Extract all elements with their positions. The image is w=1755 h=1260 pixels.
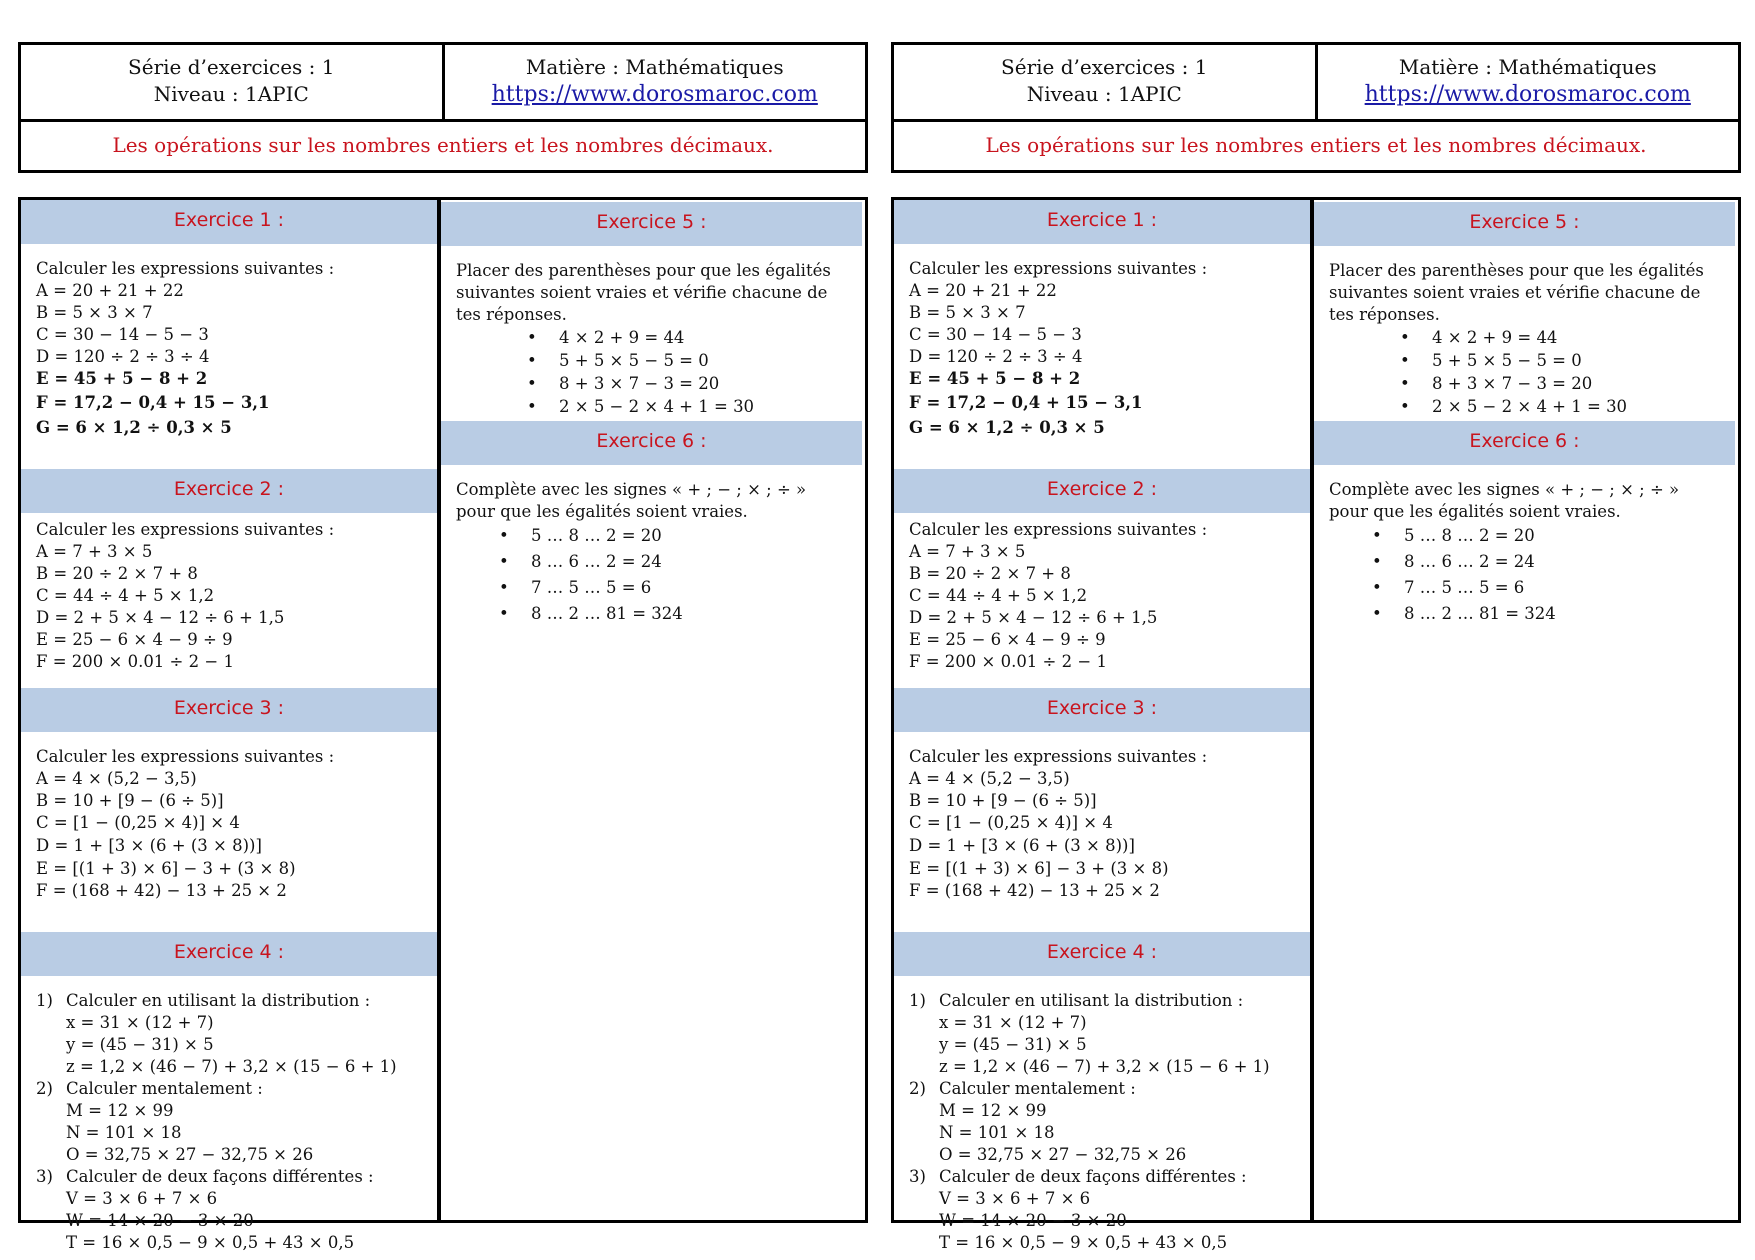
expression-f: F = 17,2 − 0,4 + 15 − 3,1 xyxy=(36,393,270,412)
expression-b: B = 10 + [9 − (6 ÷ 5)] xyxy=(909,791,1097,810)
expression-a: A = 4 × (5,2 − 3,5) xyxy=(36,769,197,788)
expression-d: D = 1 + [3 × (6 + (3 × 8))] xyxy=(909,836,1135,855)
header-subject-cell xyxy=(1318,45,1739,119)
exercise-2-body xyxy=(21,513,437,688)
expression-f: F = 17,2 − 0,4 + 15 − 3,1 xyxy=(909,393,1143,412)
header-info-cell xyxy=(21,45,445,119)
expression-f: F = 200 × 0.01 ÷ 2 − 1 xyxy=(36,652,234,671)
expression-o: O = 32,75 × 27 − 32,75 × 26 xyxy=(66,1145,314,1164)
question-2-number: 2) xyxy=(36,1079,53,1098)
header-info-cell xyxy=(894,45,1318,119)
exercise-3-intro: Calculer les expressions suivantes : xyxy=(909,747,1208,766)
exercise-2-heading: Exercice 2 : xyxy=(21,469,437,513)
exercise-1-intro: Calculer les expressions suivantes : xyxy=(36,259,335,278)
expression-y: y = (45 − 31) × 5 xyxy=(939,1035,1087,1054)
expression-a: A = 7 + 3 × 5 xyxy=(909,542,1026,561)
expression-t: T = 16 × 0,5 − 9 × 0,5 + 43 × 0,5 xyxy=(66,1233,355,1252)
question-3-number: 3) xyxy=(36,1167,53,1186)
question-1 xyxy=(36,990,425,1012)
expression-a: A = 20 + 21 + 22 xyxy=(36,281,184,300)
exercise-3-heading: Exercice 3 : xyxy=(21,688,437,732)
exercise-5-body xyxy=(1314,246,1735,421)
exercise-6-intro: Complète avec les signes « + ; − ; × ; ÷ » pour que les égalités soient vraies. xyxy=(456,480,807,521)
exercise-5-list xyxy=(1329,326,1721,418)
niveau-label: Niveau : 1APIC xyxy=(1026,82,1182,106)
list-item: • 8 … 6 … 2 = 24 xyxy=(1404,549,1721,575)
list-item: • 5 … 8 … 2 = 20 xyxy=(1404,523,1721,549)
question-3 xyxy=(36,1166,425,1188)
exercise-4-heading: Exercice 4 : xyxy=(21,932,437,976)
expression-f: F = 200 × 0.01 ÷ 2 − 1 xyxy=(909,652,1107,671)
expression-e: E = 45 + 5 − 8 + 2 xyxy=(909,369,1081,388)
question-1-label: Calculer en utilisant la distribution : xyxy=(66,991,371,1010)
expression-e: E = 45 + 5 − 8 + 2 xyxy=(36,369,208,388)
expression-e: E = [(1 + 3) × 6] − 3 + (3 × 8) xyxy=(36,859,296,878)
question-1-number: 1) xyxy=(36,991,53,1010)
expression-e: E = 25 − 6 × 4 − 9 ÷ 9 xyxy=(36,630,233,649)
list-item: • 4 × 2 + 9 = 44 xyxy=(559,326,848,349)
exercise-5-list xyxy=(456,326,848,418)
expression-y: y = (45 − 31) × 5 xyxy=(66,1035,214,1054)
exercise-1-intro: Calculer les expressions suivantes : xyxy=(909,259,1208,278)
list-item: • 8 … 2 … 81 = 324 xyxy=(1404,601,1721,627)
question-3-number: 3) xyxy=(909,1167,926,1186)
exercise-1-body xyxy=(894,244,1310,469)
expression-b: B = 20 ÷ 2 × 7 + 8 xyxy=(909,564,1071,583)
exercise-3-body xyxy=(894,732,1310,932)
expression-w: W = 14 × 20 − 3 × 20 xyxy=(939,1211,1127,1230)
expression-d: D = 1 + [3 × (6 + (3 × 8))] xyxy=(36,836,262,855)
exercise-3-body xyxy=(21,732,437,932)
question-2-label: Calculer mentalement : xyxy=(939,1079,1136,1098)
header-top-row xyxy=(894,45,1738,122)
expression-x: x = 31 × (12 + 7) xyxy=(939,1013,1087,1032)
exercise-3-intro: Calculer les expressions suivantes : xyxy=(36,747,335,766)
exercise-6-body xyxy=(1314,465,1735,633)
serie-label: Série d’exercices : 1 xyxy=(128,55,335,79)
expression-d: D = 120 ÷ 2 ÷ 3 ÷ 4 xyxy=(36,347,210,366)
header-top-row xyxy=(21,45,865,122)
exercise-2-intro: Calculer les expressions suivantes : xyxy=(909,520,1208,539)
exercise-2-intro: Calculer les expressions suivantes : xyxy=(36,520,335,539)
expression-b: B = 20 ÷ 2 × 7 + 8 xyxy=(36,564,198,583)
list-item: • 2 × 5 − 2 × 4 + 1 = 30 xyxy=(1432,395,1721,418)
list-item: • 7 … 5 … 5 = 6 xyxy=(531,575,848,601)
matiere-label: Matière : Mathématiques xyxy=(1398,55,1657,79)
exercise-2-body xyxy=(894,513,1310,688)
list-item: • 5 + 5 × 5 − 5 = 0 xyxy=(1432,349,1721,372)
worksheet-left xyxy=(18,42,868,1252)
expression-e: E = [(1 + 3) × 6] − 3 + (3 × 8) xyxy=(909,859,1169,878)
matiere-label: Matière : Mathématiques xyxy=(525,55,784,79)
question-2 xyxy=(36,1078,425,1100)
exercise-area xyxy=(891,197,1741,1252)
expression-d: D = 2 + 5 × 4 − 12 ÷ 6 + 1,5 xyxy=(909,608,1158,627)
list-item: • 8 + 3 × 7 − 3 = 20 xyxy=(1432,372,1721,395)
list-item: • 2 × 5 − 2 × 4 + 1 = 30 xyxy=(559,395,848,418)
expression-b: B = 5 × 3 × 7 xyxy=(909,303,1026,322)
question-1-label: Calculer en utilisant la distribution : xyxy=(939,991,1244,1010)
expression-f: F = (168 + 42) − 13 + 25 × 2 xyxy=(36,881,287,900)
expression-a: A = 7 + 3 × 5 xyxy=(36,542,153,561)
exercise-1-body xyxy=(21,244,437,469)
expression-z: z = 1,2 × (46 − 7) + 3,2 × (15 − 6 + 1) xyxy=(939,1057,1270,1076)
question-3 xyxy=(909,1166,1298,1188)
exercise-6-list xyxy=(456,523,848,627)
list-item: • 7 … 5 … 5 = 6 xyxy=(1404,575,1721,601)
expression-c: C = 30 − 14 − 5 − 3 xyxy=(36,325,209,344)
exercise-4-body xyxy=(21,976,437,1260)
list-item: • 8 + 3 × 7 − 3 = 20 xyxy=(559,372,848,395)
exercise-column-1 xyxy=(21,200,441,1252)
header-subject-cell xyxy=(445,45,866,119)
expression-a: A = 4 × (5,2 − 3,5) xyxy=(909,769,1070,788)
expression-a: A = 20 + 21 + 22 xyxy=(909,281,1057,300)
expression-w: W = 14 × 20 − 3 × 20 xyxy=(66,1211,254,1230)
serie-label: Série d’exercices : 1 xyxy=(1001,55,1208,79)
question-3-label: Calculer de deux façons différentes : xyxy=(66,1167,374,1186)
website-link[interactable]: https://www.dorosmaroc.com xyxy=(491,82,818,107)
expression-n: N = 101 × 18 xyxy=(939,1123,1055,1142)
expression-d: D = 2 + 5 × 4 − 12 ÷ 6 + 1,5 xyxy=(36,608,285,627)
exercise-6-list xyxy=(1329,523,1721,627)
exercise-6-intro: Complète avec les signes « + ; − ; × ; ÷ » pour que les égalités soient vraies. xyxy=(1329,480,1680,521)
exercise-2-heading: Exercice 2 : xyxy=(894,469,1310,513)
expression-t: T = 16 × 0,5 − 9 × 0,5 + 43 × 0,5 xyxy=(939,1233,1228,1252)
expression-c: C = 44 ÷ 4 + 5 × 1,2 xyxy=(36,586,215,605)
niveau-label: Niveau : 1APIC xyxy=(153,82,309,106)
exercise-column-2 xyxy=(1314,200,1735,1220)
question-3-label: Calculer de deux façons différentes : xyxy=(939,1167,1247,1186)
question-1-number: 1) xyxy=(909,991,926,1010)
exercise-4-heading: Exercice 4 : xyxy=(894,932,1310,976)
exercise-5-heading: Exercice 5 : xyxy=(1314,202,1735,246)
expression-c: C = [1 − (0,25 × 4)] × 4 xyxy=(909,813,1113,832)
list-item: • 8 … 6 … 2 = 24 xyxy=(531,549,848,575)
exercise-5-intro: Placer des parenthèses pour que les égalités suivantes soient vraies et vérifie chacune de tes réponses. xyxy=(456,261,831,324)
question-2 xyxy=(909,1078,1298,1100)
exercise-column-1 xyxy=(894,200,1314,1252)
expression-c: C = [1 − (0,25 × 4)] × 4 xyxy=(36,813,240,832)
expression-e: E = 25 − 6 × 4 − 9 ÷ 9 xyxy=(909,630,1106,649)
worksheet-title: Les opérations sur les nombres entiers et les nombres décimaux. xyxy=(985,133,1647,157)
question-1 xyxy=(909,990,1298,1012)
question-2-number: 2) xyxy=(909,1079,926,1098)
expression-v: V = 3 × 6 + 7 × 6 xyxy=(939,1189,1091,1208)
expression-g: G = 6 × 1,2 ÷ 0,3 × 5 xyxy=(909,418,1105,437)
list-item: • 5 + 5 × 5 − 5 = 0 xyxy=(559,349,848,372)
expression-m: M = 12 × 99 xyxy=(939,1101,1047,1120)
question-2-label: Calculer mentalement : xyxy=(66,1079,263,1098)
expression-x: x = 31 × (12 + 7) xyxy=(66,1013,214,1032)
list-item: • 8 … 2 … 81 = 324 xyxy=(531,601,848,627)
expression-g: G = 6 × 1,2 ÷ 0,3 × 5 xyxy=(36,418,232,437)
website-link[interactable]: https://www.dorosmaroc.com xyxy=(1364,82,1691,107)
exercise-6-heading: Exercice 6 : xyxy=(441,421,862,465)
exercise-5-intro: Placer des parenthèses pour que les égalités suivantes soient vraies et vérifie chacune de tes réponses. xyxy=(1329,261,1704,324)
worksheet-title: Les opérations sur les nombres entiers et les nombres décimaux. xyxy=(112,133,774,157)
expression-f: F = (168 + 42) − 13 + 25 × 2 xyxy=(909,881,1160,900)
exercise-area xyxy=(18,197,868,1252)
expression-z: z = 1,2 × (46 − 7) + 3,2 × (15 − 6 + 1) xyxy=(66,1057,397,1076)
expression-o: O = 32,75 × 27 − 32,75 × 26 xyxy=(939,1145,1187,1164)
worksheet-right xyxy=(891,42,1741,1252)
exercise-3-heading: Exercice 3 : xyxy=(894,688,1310,732)
exercise-1-heading: Exercice 1 : xyxy=(894,200,1310,244)
expression-d: D = 120 ÷ 2 ÷ 3 ÷ 4 xyxy=(909,347,1083,366)
expression-v: V = 3 × 6 + 7 × 6 xyxy=(66,1189,218,1208)
exercise-1-heading: Exercice 1 : xyxy=(21,200,437,244)
list-item: • 4 × 2 + 9 = 44 xyxy=(1432,326,1721,349)
header-box xyxy=(18,42,868,173)
expression-c: C = 44 ÷ 4 + 5 × 1,2 xyxy=(909,586,1088,605)
list-item: • 5 … 8 … 2 = 20 xyxy=(531,523,848,549)
exercise-5-body xyxy=(441,246,862,421)
expression-n: N = 101 × 18 xyxy=(66,1123,182,1142)
header-box xyxy=(891,42,1741,173)
expression-b: B = 10 + [9 − (6 ÷ 5)] xyxy=(36,791,224,810)
exercise-6-body xyxy=(441,465,862,633)
exercise-6-heading: Exercice 6 : xyxy=(1314,421,1735,465)
exercise-column-2 xyxy=(441,200,862,1220)
expression-c: C = 30 − 14 − 5 − 3 xyxy=(909,325,1082,344)
exercise-4-body xyxy=(894,976,1310,1260)
exercise-5-heading: Exercice 5 : xyxy=(441,202,862,246)
expression-b: B = 5 × 3 × 7 xyxy=(36,303,153,322)
expression-m: M = 12 × 99 xyxy=(66,1101,174,1120)
